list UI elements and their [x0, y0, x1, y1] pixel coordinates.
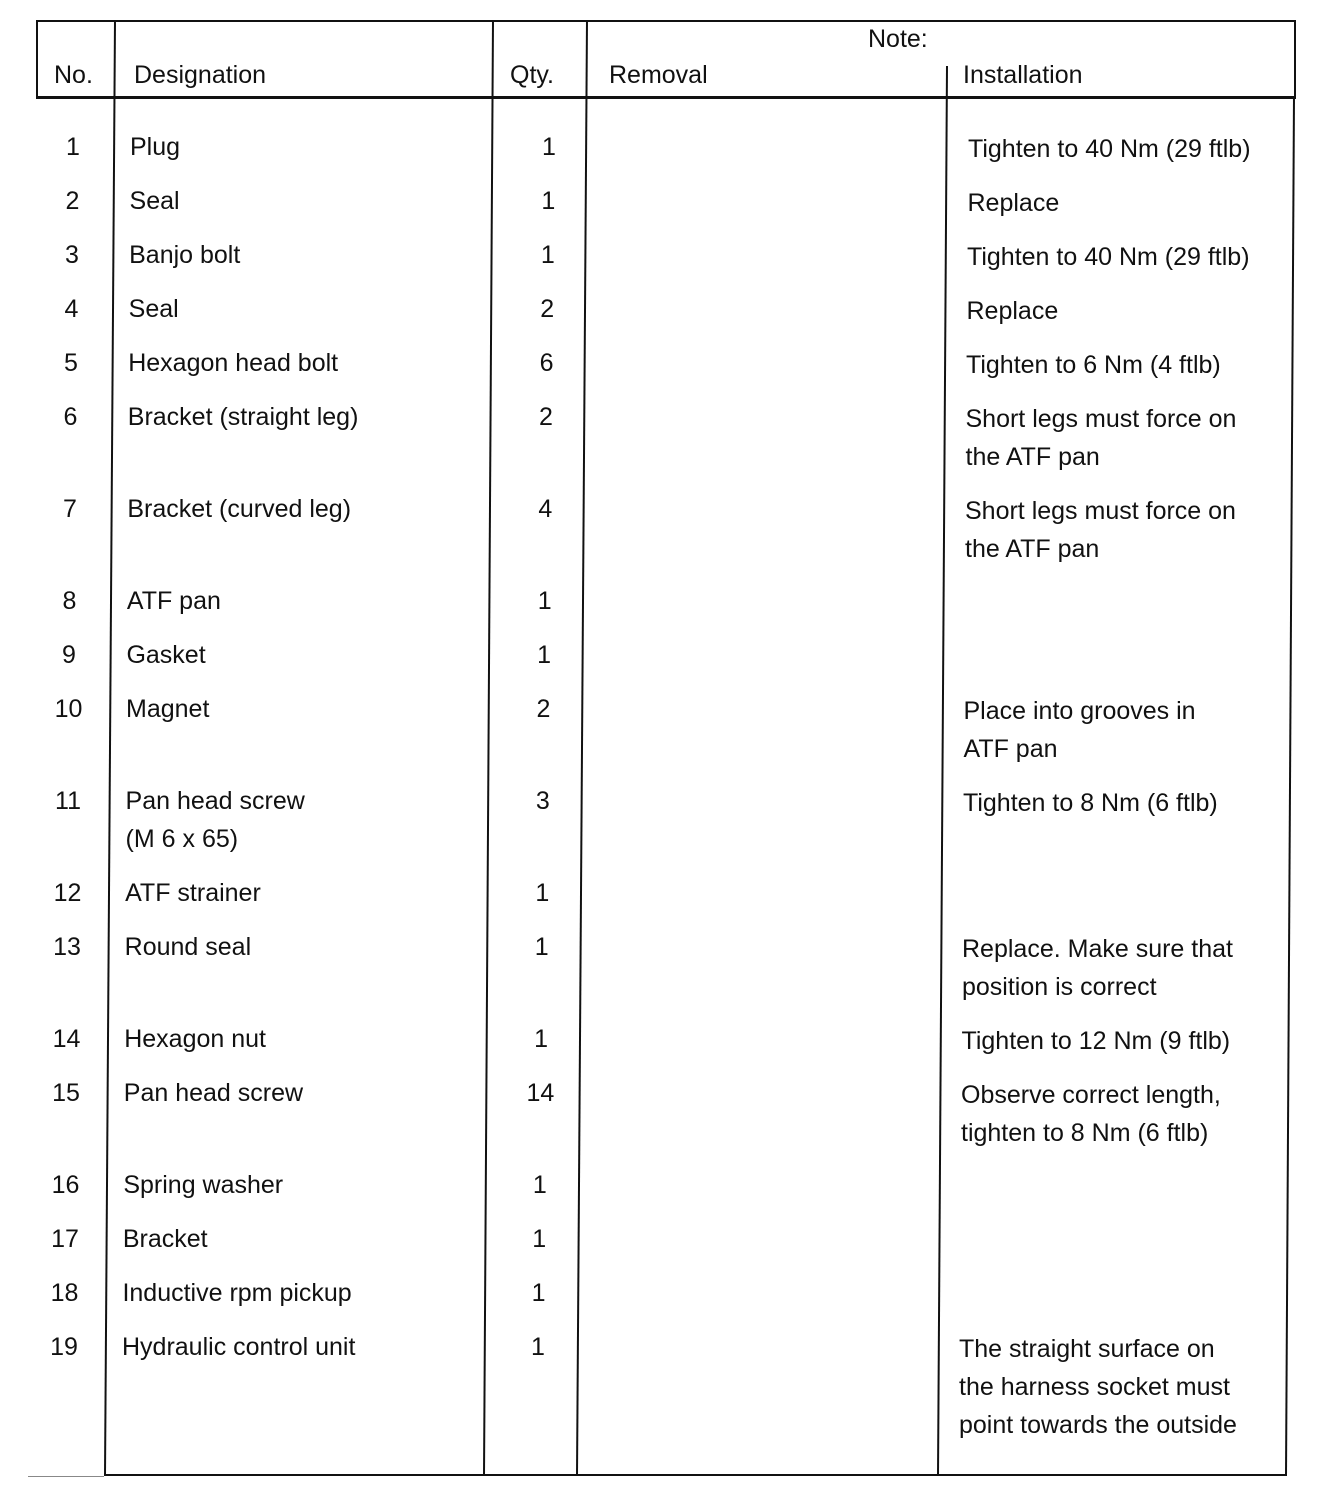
- row-designation: Pan head screw: [123, 1079, 304, 1107]
- row-number: 1: [66, 133, 80, 161]
- row-quantity: 1: [534, 1025, 548, 1053]
- row-installation-note: the harness socket must: [959, 1373, 1230, 1401]
- row-designation: Spring washer: [123, 1171, 284, 1199]
- row-designation: Hexagon nut: [124, 1025, 266, 1053]
- row-designation: ATF pan: [126, 587, 221, 615]
- row-designation: Hexagon head bolt: [128, 349, 339, 377]
- row-quantity: 1: [537, 641, 552, 669]
- row-installation-note: Tighten to 8 Nm (6 ftlb): [963, 789, 1218, 817]
- row-number: 15: [52, 1079, 80, 1107]
- row-number: 10: [54, 695, 83, 723]
- row-designation: Hydraulic control unit: [122, 1333, 356, 1361]
- row-quantity: 1: [535, 879, 550, 907]
- row-quantity: 1: [532, 1225, 547, 1253]
- row-number: 13: [53, 933, 81, 961]
- row-installation-note: the ATF pan: [965, 443, 1100, 471]
- row-designation: (M 6 x 65): [125, 825, 239, 853]
- row-designation: Pan head screw: [125, 787, 305, 815]
- row-number: 2: [65, 187, 80, 215]
- row-quantity: 2: [536, 695, 551, 723]
- row-designation: Bracket (straight leg): [127, 403, 359, 431]
- row-number: 8: [62, 587, 77, 615]
- separator-designation-qty: [484, 20, 493, 1476]
- row-number: 16: [51, 1171, 80, 1199]
- row-installation-note: Replace. Make sure that: [962, 935, 1233, 963]
- row-installation-note: Replace: [966, 297, 1059, 325]
- row-installation-note: Replace: [967, 189, 1060, 217]
- row-installation-note: point towards the outside: [959, 1411, 1237, 1439]
- row-designation: Inductive rpm pickup: [122, 1279, 352, 1307]
- row-quantity: 14: [526, 1079, 555, 1107]
- row-designation: Gasket: [126, 641, 206, 669]
- row-designation: Round seal: [124, 933, 252, 961]
- row-designation: Bracket: [122, 1225, 208, 1253]
- header-qty: Qty.: [510, 61, 554, 89]
- row-designation: ATF strainer: [125, 879, 261, 907]
- row-number: 5: [64, 349, 78, 377]
- row-quantity: 1: [531, 1333, 545, 1361]
- row-quantity: 2: [538, 403, 553, 431]
- row-designation: Magnet: [126, 695, 210, 723]
- row-installation-note: Place into grooves in: [963, 697, 1196, 725]
- header-no: No.: [54, 61, 93, 89]
- row-number: 4: [64, 295, 79, 323]
- header-note: Note:: [868, 25, 928, 53]
- row-designation: Bracket (curved leg): [127, 495, 352, 523]
- row-designation: Seal: [128, 295, 179, 323]
- row-installation-note: Observe correct length,: [961, 1081, 1221, 1109]
- row-quantity: 3: [535, 787, 550, 815]
- row-quantity: 1: [542, 133, 556, 161]
- row-installation-note: Tighten to 6 Nm (4 ftlb): [966, 351, 1221, 379]
- row-installation-note: Short legs must force on: [965, 497, 1236, 525]
- row-designation: Banjo bolt: [129, 241, 241, 269]
- row-quantity: 1: [540, 241, 555, 269]
- separator-removal-installation: [938, 66, 947, 1476]
- row-installation-note: Tighten to 12 Nm (9 ftlb): [961, 1027, 1231, 1055]
- separator-right-edge: [1286, 96, 1294, 1476]
- row-quantity: 1: [531, 1279, 546, 1307]
- row-quantity: 1: [532, 1171, 547, 1199]
- row-designation: Seal: [129, 187, 180, 215]
- row-quantity: 1: [541, 187, 556, 215]
- header-removal: Removal: [609, 61, 708, 89]
- row-number: 3: [65, 241, 79, 269]
- row-number: 12: [53, 879, 82, 907]
- row-number: 9: [62, 641, 76, 669]
- row-quantity: 2: [540, 295, 555, 323]
- row-number: 7: [63, 495, 77, 523]
- row-installation-note: The straight surface on: [959, 1335, 1215, 1363]
- row-number: 14: [52, 1025, 81, 1053]
- row-number: 11: [55, 787, 81, 815]
- row-installation-note: Tighten to 40 Nm (29 ftlb): [967, 243, 1250, 271]
- row-quantity: 4: [538, 495, 553, 523]
- header-installation: Installation: [963, 61, 1083, 89]
- row-designation: Plug: [130, 133, 181, 161]
- header-designation: Designation: [134, 61, 267, 89]
- row-installation-note: the ATF pan: [965, 535, 1100, 563]
- row-installation-note: Short legs must force on: [965, 405, 1237, 433]
- row-number: 17: [51, 1225, 79, 1253]
- row-installation-note: ATF pan: [963, 735, 1058, 763]
- row-installation-note: tighten to 8 Nm (6 ftlb): [961, 1119, 1209, 1147]
- row-installation-note: position is correct: [962, 973, 1157, 1001]
- row-quantity: 1: [534, 933, 549, 961]
- row-quantity: 1: [537, 587, 552, 615]
- row-quantity: 6: [539, 349, 554, 377]
- row-number: 6: [63, 403, 78, 431]
- row-number: 18: [50, 1279, 79, 1307]
- row-installation-note: Tighten to 40 Nm (29 ftlb): [968, 135, 1251, 163]
- row-number: 19: [50, 1333, 78, 1361]
